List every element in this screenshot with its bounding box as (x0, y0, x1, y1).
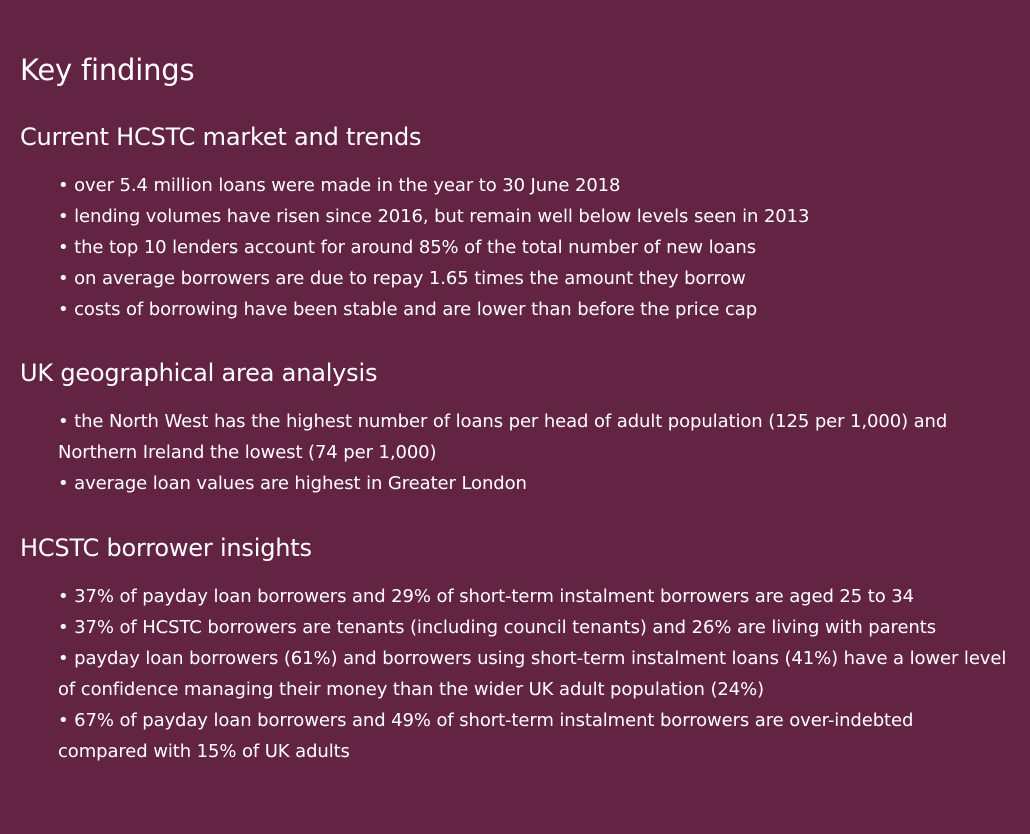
section-market-trends (0, 121, 1030, 325)
bullet-icon: • (58, 648, 75, 669)
list-item (58, 201, 1008, 232)
bullet-icon: • (58, 299, 75, 320)
list-item (58, 581, 1008, 612)
findings-list (0, 581, 1008, 767)
list-item (58, 406, 1008, 468)
bullet-icon: • (58, 586, 75, 607)
bullet-icon: • (58, 268, 75, 289)
section-borrower-insights (0, 532, 1030, 767)
bullet-icon: • (58, 710, 75, 731)
list-item-text: 67% of payday loan borrowers and 49% of short-term instalment borrowers are over-indebted compared with 15% of UK adults (58, 710, 914, 762)
section-heading: HCSTC borrower insights (20, 534, 312, 562)
list-item-text: over 5.4 million loans were made in the year to 30 June 2018 (74, 175, 621, 196)
list-item-text: payday loan borrowers (61%) and borrowers using short-term instalment loans (41%) have a lower level of confidence managing their money than the wider UK adult population (24%) (58, 648, 1007, 700)
bullet-icon: • (58, 617, 75, 638)
list-item (58, 468, 1008, 499)
findings-list (0, 406, 1008, 499)
section-heading: UK geographical area analysis (20, 359, 378, 387)
list-item (58, 643, 1008, 705)
bullet-icon: • (58, 411, 75, 432)
page-title: Key findings (20, 53, 195, 87)
list-item (58, 705, 1008, 767)
list-item-text: the top 10 lenders account for around 85% of the total number of new loans (74, 237, 756, 258)
list-item (58, 170, 1008, 201)
list-item-text: costs of borrowing have been stable and are lower than before the price cap (74, 299, 758, 320)
bullet-icon: • (58, 175, 75, 196)
list-item (58, 232, 1008, 263)
list-item-text: 37% of HCSTC borrowers are tenants (including council tenants) and 26% are living with parents (74, 617, 936, 638)
list-item (58, 263, 1008, 294)
section-geographical-analysis (0, 357, 1030, 499)
list-item-text: the North West has the highest number of loans per head of adult population (125 per 1,000) and Northern Ireland the lowest (74 per 1,000) (58, 411, 948, 463)
section-heading: Current HCSTC market and trends (20, 123, 422, 151)
findings-list (0, 170, 1008, 325)
list-item-text: on average borrowers are due to repay 1.65 times the amount they borrow (74, 268, 746, 289)
list-item-text: average loan values are highest in Greater London (74, 473, 527, 494)
bullet-icon: • (58, 206, 75, 227)
list-item (58, 294, 1008, 325)
list-item-text: 37% of payday loan borrowers and 29% of short-term instalment borrowers are aged 25 to 34 (74, 586, 914, 607)
bullet-icon: • (58, 473, 75, 494)
list-item (58, 612, 1008, 643)
list-item-text: lending volumes have risen since 2016, but remain well below levels seen in 2013 (74, 206, 810, 227)
bullet-icon: • (58, 237, 75, 258)
